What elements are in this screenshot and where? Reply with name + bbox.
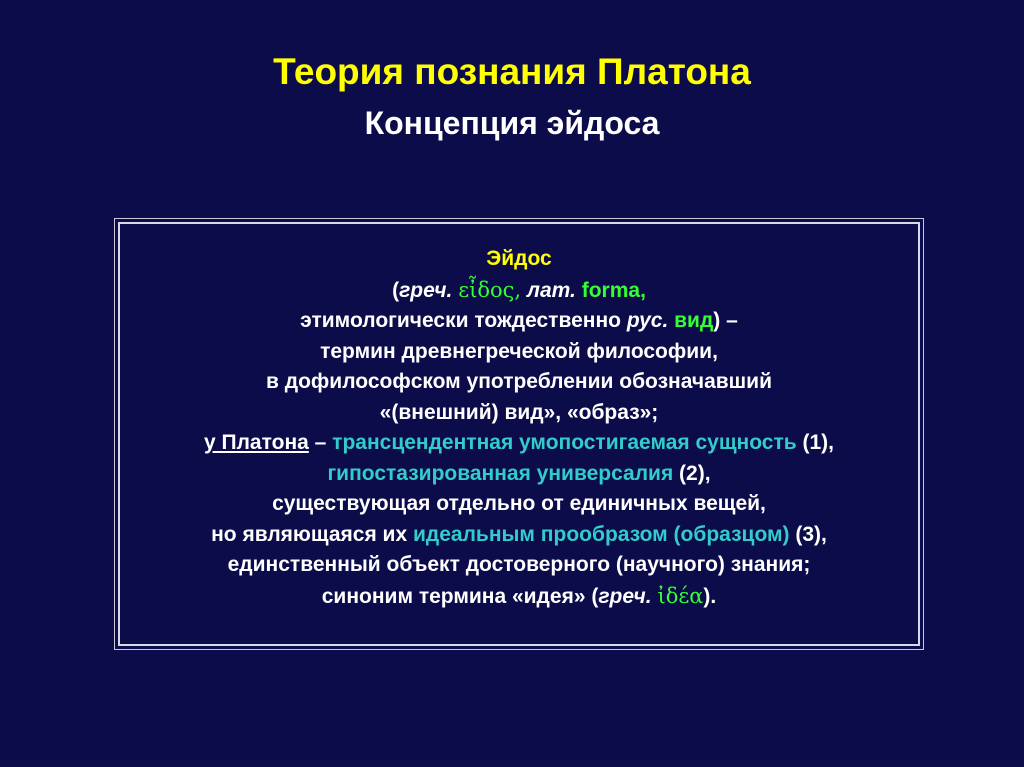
- definition-line: «(внешний) вид», «образ»;: [379, 400, 659, 424]
- close-paren-dash: ) –: [713, 309, 738, 332]
- highlight-transcendent-essence: трансцендентная умопостигаемая сущность: [332, 431, 797, 454]
- russian-word-vid: вид: [674, 309, 714, 332]
- etymology-text: этимологически тождественно: [300, 309, 627, 332]
- plato-label: у Платона: [203, 431, 309, 454]
- item-number: (3),: [789, 522, 827, 546]
- dash: –: [308, 431, 333, 454]
- highlight-ideal-prototype: идеальным прообразом (образцом): [412, 522, 790, 546]
- greek-word-eidos: εἶδος,: [458, 277, 522, 302]
- greek-word-idea: ἰδέα: [657, 583, 704, 608]
- greek-abbr: греч.: [598, 584, 652, 608]
- item-number: (2),: [673, 461, 711, 485]
- greek-abbr: греч.: [399, 278, 453, 302]
- definition-line: единственный объект достоверного (научного) знания;: [227, 553, 811, 576]
- definition-line: существующая отдельно от единичных вещей,: [272, 492, 766, 515]
- close-paren: ).: [703, 584, 717, 608]
- plato-meaning-line: [118, 520, 920, 551]
- latin-word-forma: forma,: [581, 278, 646, 302]
- highlight-hypostasized-universal: гипостазированная универсалия: [327, 461, 674, 485]
- open-paren: (: [392, 278, 400, 302]
- synonym-line: [118, 581, 920, 613]
- plato-meaning-line: [118, 428, 920, 459]
- plato-meaning-line: [118, 459, 920, 490]
- slide-subtitle: Концепция эйдоса: [364, 105, 660, 141]
- item-number: (1),: [796, 431, 835, 454]
- definition-text: [118, 244, 920, 612]
- etymology-line-russian: [118, 306, 920, 337]
- slide-title: Теория познания Платона: [273, 51, 751, 92]
- definition-text: но являющаяся их: [211, 522, 413, 546]
- latin-abbr: лат.: [526, 278, 576, 302]
- definition-line: термин древнегреческой философии,: [320, 339, 718, 363]
- definition-line: в дофилософском употреблении обозначавший: [266, 370, 772, 393]
- etymology-line-greek-latin: [118, 275, 920, 307]
- russian-abbr: рус.: [626, 309, 669, 332]
- synonym-text: синоним термина «идея» (: [321, 584, 599, 608]
- term-heading: Эйдос: [486, 247, 552, 270]
